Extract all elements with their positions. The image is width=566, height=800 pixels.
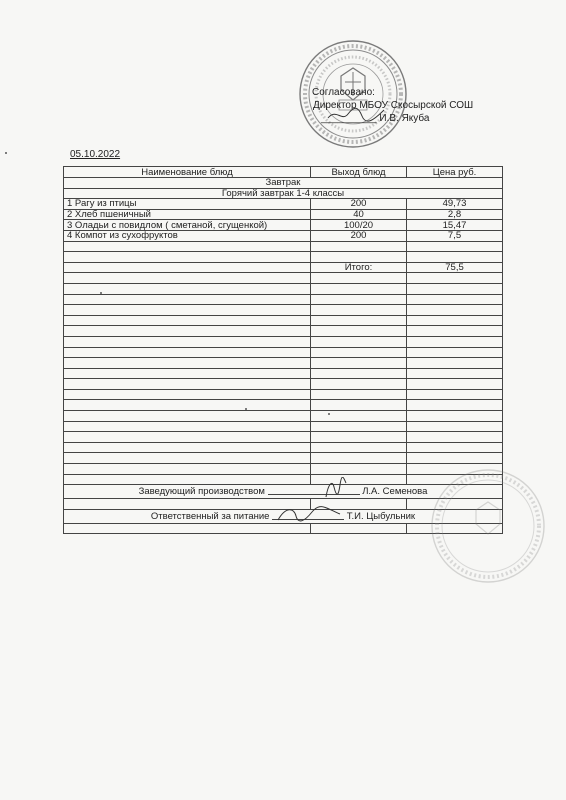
responsible-role: Ответственный за питание — [150, 510, 270, 522]
faint-seal-stamp — [428, 466, 548, 586]
dish-price: 7,5 — [407, 230, 503, 241]
approval-position: Директор МБОУ Скосырской СОШ — [313, 100, 474, 111]
dish-name: 3 Оладьи с повидлом ( сметаной, сгущенкой) — [64, 220, 311, 231]
empty-row — [64, 411, 503, 422]
empty-row — [64, 273, 503, 284]
dish-yield: 100/20 — [311, 220, 407, 231]
empty-row — [64, 315, 503, 326]
empty-row — [64, 326, 503, 337]
dish-yield: 200 — [311, 199, 407, 210]
empty-row — [64, 252, 503, 263]
total-row — [64, 262, 503, 273]
dish-price: 2,8 — [407, 209, 503, 220]
empty-row — [64, 368, 503, 379]
approval-label: Согласовано: — [312, 87, 375, 98]
document-date: 05.10.2022 — [70, 149, 121, 160]
table-header-row — [64, 167, 503, 178]
scan-speck — [5, 152, 7, 154]
empty-row — [64, 421, 503, 432]
empty-row — [64, 347, 503, 358]
total-value: 75,5 — [407, 262, 503, 273]
meal-title-row — [64, 178, 503, 189]
dish-name: 1 Рагу из птицы — [64, 199, 311, 210]
meal-title: Завтрак — [64, 178, 503, 189]
dish-name: 4 Компот из сухофруктов — [64, 230, 311, 241]
table-row — [64, 199, 503, 210]
table-row — [64, 220, 503, 231]
empty-row — [64, 358, 503, 369]
table-row — [64, 230, 503, 241]
responsible-name: Т.И. Цыбульник — [346, 510, 416, 522]
manager-name: Л.А. Семенова — [362, 486, 428, 498]
empty-row — [64, 453, 503, 464]
scan-speck — [245, 408, 247, 410]
total-label: Итого: — [311, 262, 407, 273]
meal-subtitle-row — [64, 188, 503, 199]
empty-row — [64, 336, 503, 347]
responsible-signature — [274, 504, 344, 524]
header-price: Цена руб. — [407, 167, 503, 178]
empty-row — [64, 305, 503, 316]
header-dish-name: Наименование блюд — [64, 167, 311, 178]
manager-signature — [322, 477, 348, 501]
table-row — [64, 209, 503, 220]
empty-row — [64, 442, 503, 453]
dish-price: 15,47 — [407, 220, 503, 231]
meal-subtitle: Горячий завтрак 1-4 классы — [64, 188, 503, 199]
dish-yield: 40 — [311, 209, 407, 220]
empty-row — [64, 400, 503, 411]
empty-row — [64, 389, 503, 400]
empty-row — [64, 241, 503, 252]
header-yield: Выход блюд — [311, 167, 407, 178]
empty-row — [64, 283, 503, 294]
manager-role: Заведующий производством — [138, 486, 265, 498]
dish-yield: 200 — [311, 230, 407, 241]
dish-price: 49,73 — [407, 199, 503, 210]
scan-speck — [100, 292, 102, 294]
empty-row — [64, 432, 503, 443]
empty-row — [64, 379, 503, 390]
dish-name: 2 Хлеб пшеничный — [64, 209, 311, 220]
director-signature — [326, 104, 386, 124]
approval-director-name: __________ И.В. Якуба — [321, 113, 430, 124]
empty-row — [64, 294, 503, 305]
scan-speck — [328, 413, 330, 415]
